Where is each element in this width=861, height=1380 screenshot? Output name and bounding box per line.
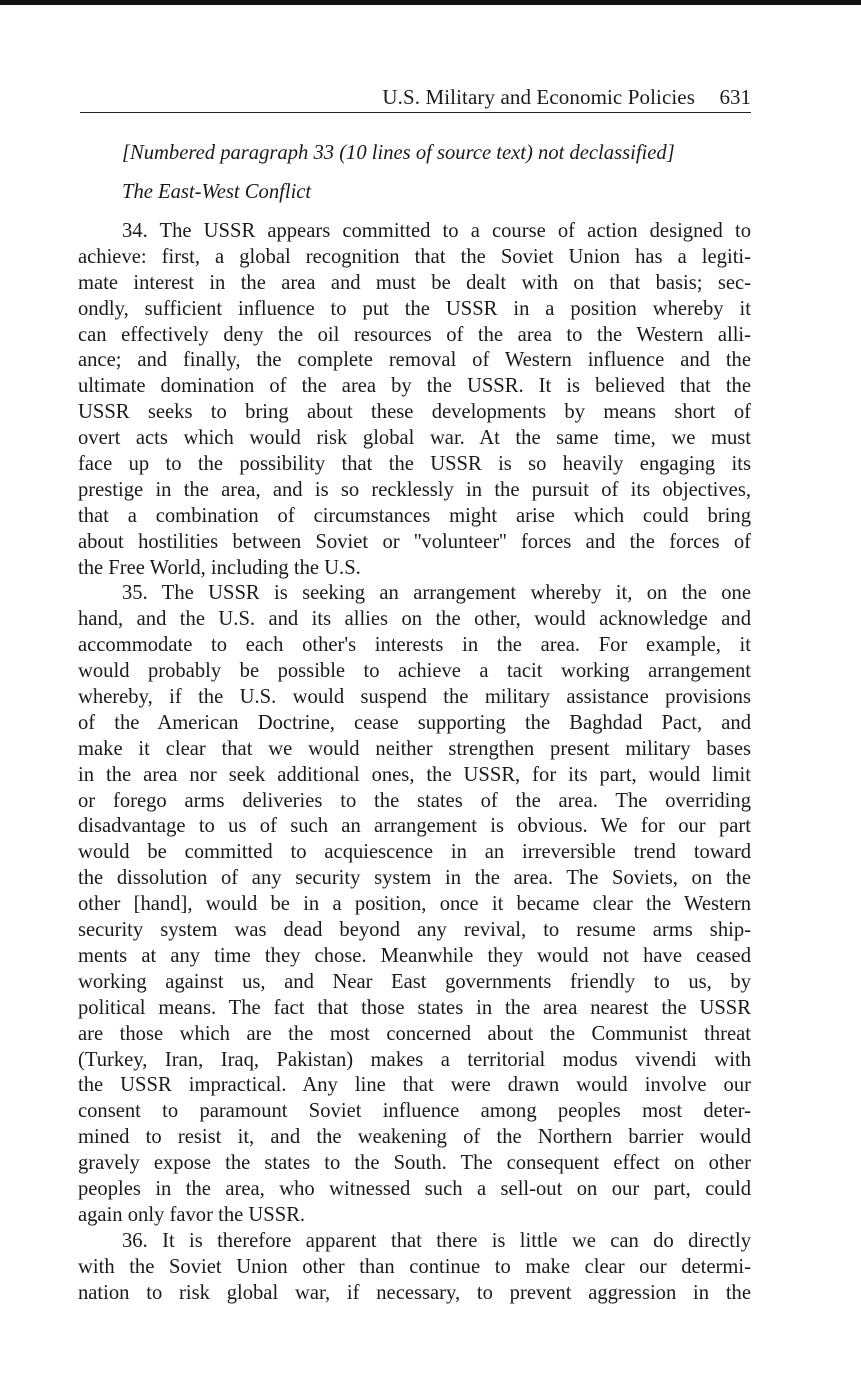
text-line: ultimate domination of the area by the USSR. It is believed that the bbox=[78, 375, 751, 398]
declassification-note: [Numbered paragraph 33 (10 lines of source text) not declassified] bbox=[122, 142, 675, 164]
paragraph-36 bbox=[78, 1229, 751, 1307]
text-line: hand, and the U.S. and its allies on the other, would acknowledge and bbox=[78, 608, 751, 631]
text-line: peoples in the area, who witnessed such a sell-out on our part, could bbox=[78, 1177, 751, 1200]
text-line: again only favor the USSR. bbox=[78, 1203, 306, 1226]
text-line: nation to risk global war, if necessary, to prevent aggression in the bbox=[78, 1281, 751, 1304]
paragraph-34 bbox=[78, 219, 751, 581]
text-line: the Free World, including the U.S. bbox=[78, 556, 361, 579]
text-line: accommodate to each other's interests in the area. For example, it bbox=[78, 634, 751, 657]
text-line: ments at any time they chose. Meanwhile they would not have ceased bbox=[78, 944, 751, 967]
text-line: ance; and finally, the complete removal of Western influence and the bbox=[78, 349, 751, 372]
text-line: (Turkey, Iran, Iraq, Pakistan) makes a territorial modus vivendi with bbox=[78, 1048, 751, 1071]
text-line: gravely expose the states to the South. The consequent effect on other bbox=[78, 1152, 751, 1175]
text-line: in the area nor seek additional ones, the USSR, for its part, would limit bbox=[78, 763, 751, 786]
text-line: political means. The fact that those states in the area nearest the USSR bbox=[78, 996, 751, 1019]
text-line: 36. It is therefore apparent that there is little we can do directly bbox=[122, 1229, 751, 1252]
text-line: disadvantage to us of such an arrangement is obvious. We for our part bbox=[78, 815, 751, 838]
text-line: ondly, sufficient influence to put the USSR in a position whereby it bbox=[78, 297, 751, 320]
page-number: 631 bbox=[719, 85, 751, 109]
paragraph-35 bbox=[78, 581, 751, 1228]
text-line: security system was dead beyond any revival, to resume arms ship- bbox=[78, 919, 751, 942]
text-line: other [hand], would be in a position, once it became clear the Western bbox=[78, 893, 751, 916]
text-line: face up to the possibility that the USSR is so heavily engaging its bbox=[78, 453, 751, 476]
text-line: mate interest in the area and must be dealt with on that basis; sec- bbox=[78, 271, 751, 294]
text-line: of the American Doctrine, cease supporting the Baghdad Pact, and bbox=[78, 711, 751, 734]
text-line: would probably be possible to achieve a tacit working arrangement bbox=[78, 660, 751, 683]
text-line: or forego arms deliveries to the states of the area. The overriding bbox=[78, 789, 751, 812]
page-body bbox=[78, 140, 751, 1306]
section-title: The East-West Conflict bbox=[122, 181, 312, 203]
text-line: are those which are the most concerned about the Communist threat bbox=[78, 1022, 751, 1045]
text-line: the dissolution of any security system in the area. The Soviets, on the bbox=[78, 867, 751, 890]
text-line: consent to paramount Soviet influence among peoples most deter- bbox=[78, 1100, 751, 1123]
text-line: working against us, and Near East governments friendly to us, by bbox=[78, 970, 751, 993]
running-header bbox=[80, 84, 751, 113]
text-line: with the Soviet Union other than continue to make clear our determi- bbox=[78, 1255, 751, 1278]
text-line: overt acts which would risk global war. At the same time, we must bbox=[78, 427, 751, 450]
text-line: that a combination of circumstances might arise which could bring bbox=[78, 504, 751, 527]
text-line: 35. The USSR is seeking an arrangement whereby it, on the one bbox=[122, 582, 751, 605]
text-line: the USSR impractical. Any line that were drawn would involve our bbox=[78, 1074, 751, 1097]
text-line: about hostilities between Soviet or ''volunteer'' forces and the forces of bbox=[78, 530, 751, 553]
text-line: achieve: first, a global recognition that the Soviet Union has a legiti- bbox=[78, 245, 751, 268]
top-scan-border bbox=[0, 0, 861, 5]
text-line: would be committed to acquiescence in an irreversible trend toward bbox=[78, 841, 751, 864]
text-line: mined to resist it, and the weakening of the Northern barrier would bbox=[78, 1126, 751, 1149]
text-line: USSR seeks to bring about these developments by means short of bbox=[78, 401, 751, 424]
text-line: can effectively deny the oil resources of the area to the Western alli- bbox=[78, 323, 751, 346]
text-line: make it clear that we would neither strengthen present military bases bbox=[78, 737, 751, 760]
text-line: 34. The USSR appears committed to a course of action designed to bbox=[122, 220, 751, 242]
text-line: prestige in the area, and is so recklessly in the pursuit of its objectives, bbox=[78, 478, 751, 501]
text-line: whereby, if the U.S. would suspend the military assistance provisions bbox=[78, 686, 751, 709]
running-title: U.S. Military and Economic Policies bbox=[382, 85, 695, 109]
